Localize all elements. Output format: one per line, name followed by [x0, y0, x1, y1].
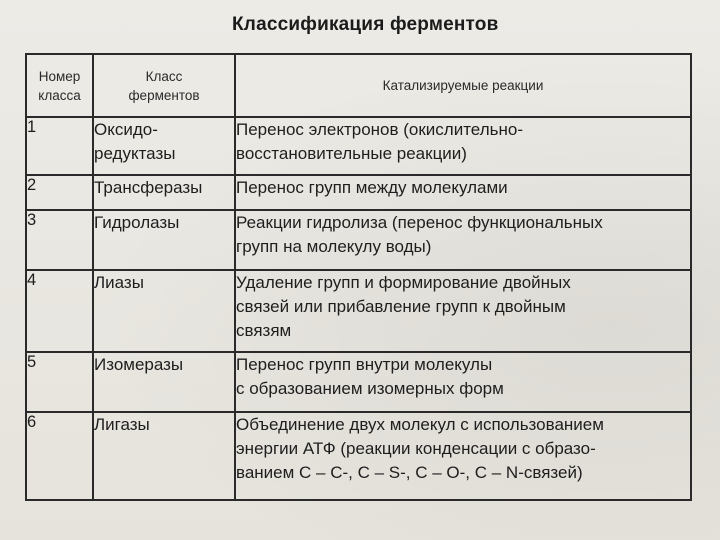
row-enzyme-class: Лигазы [93, 412, 235, 500]
table-row [26, 175, 691, 210]
row-reaction: Перенос групп внутри молекулы с образованием изомерных форм [235, 352, 691, 412]
row-number: 4 [26, 270, 93, 352]
row-enzyme-class: Изомеразы [93, 352, 235, 412]
row-reaction: Реакции гидролиза (перенос функциональных групп на молекулу воды) [235, 210, 691, 270]
table-row [26, 352, 691, 412]
row-number: 3 [26, 210, 93, 270]
row-number: 6 [26, 412, 93, 500]
row-reaction: Удаление групп и формирование двойных связей или прибавление групп к двойным связям [235, 270, 691, 352]
row-reaction: Перенос групп между молекулами [235, 175, 691, 210]
table-row [26, 117, 691, 175]
row-reaction: Объединение двух молекул с использованием энергии АТФ (реакции конденсации с образо- ванием С – С-, С – S-, С – О-, С – N-связей) [235, 412, 691, 500]
row-reaction: Перенос электронов (окислительно- восстановительные реакции) [235, 117, 691, 175]
row-enzyme-class: Гидролазы [93, 210, 235, 270]
row-enzyme-class: Трансферазы [93, 175, 235, 210]
table-row [26, 412, 691, 500]
table-row [26, 270, 691, 352]
row-number: 5 [26, 352, 93, 412]
row-number: 1 [26, 117, 93, 175]
header-catalyzed-reactions: Катализируемые реакции [235, 54, 691, 117]
enzyme-classification-table [25, 53, 692, 501]
table-header-row [26, 54, 691, 117]
header-class-number: Номер класса [26, 54, 93, 117]
table-row [26, 210, 691, 270]
row-enzyme-class: Лиазы [93, 270, 235, 352]
row-enzyme-class: Оксидо- редуктазы [93, 117, 235, 175]
row-number: 2 [26, 175, 93, 210]
page-title: Классификация ферментов [232, 14, 499, 35]
header-enzyme-class: Класс ферментов [93, 54, 235, 117]
